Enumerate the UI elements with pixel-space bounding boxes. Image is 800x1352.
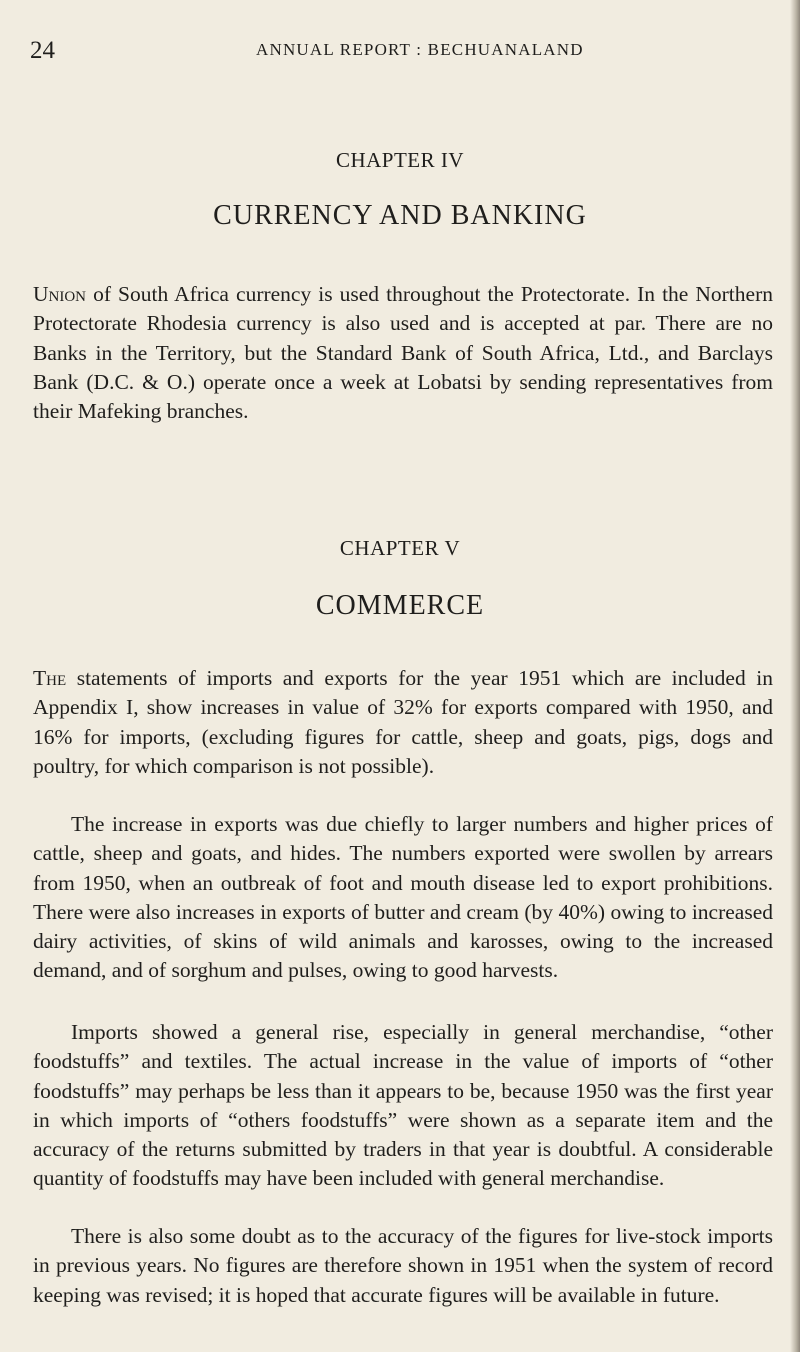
- page-number: 24: [30, 37, 55, 64]
- paragraph-text: of South Africa currency is used throughout the Protectorate. In the Northern Protectorate Rhodesia currency is also used and is accepted at par. There are no Banks in the Territory, but the Standard Bank of South Africa, Ltd., and Barclays Bank (D.C. & O.) operate once a week at Lobatsi by sending representatives from their Mafeking branches.: [33, 282, 773, 424]
- paragraph-lead-word: The: [33, 666, 67, 690]
- paragraph-lead-word: Union: [33, 282, 87, 306]
- page-header: [30, 36, 770, 66]
- chapter-v-paragraph-3: Imports showed a general rise, especially in general merchandise, “other foodstuffs” and textiles. The actual increase in the value of imports of “other foodstuffs” may perhaps be less than it appears to be, because 1950 was the first year in which imports of “others foodstuffs” were shown as a separate item and the accuracy of the returns submitted by traders in that year is doubtful. A considerable quantity of foodstuffs may have been included with general merchandise.: [33, 1020, 773, 1191]
- chapter-v-label: CHAPTER V: [339, 536, 461, 560]
- chapter-iv-title: CURRENCY AND BANKING: [213, 200, 587, 231]
- chapter-v-paragraph-2: The increase in exports was due chiefly to larger numbers and higher prices of cattle, sheep and goats, and hides. The numbers exported were swollen by arrears from 1950, when an outbreak of foot and mouth disease led to export prohibitions. There were also increases in exports of butter and cream (by 40%) owing to increased dairy activities, of skins of wild animals and karosses, owing to the increased demand, and of sorghum and pulses, owing to good harvests.: [33, 812, 773, 983]
- chapter-iv-paragraph-1: [33, 280, 773, 426]
- chapter-v-title: COMMERCE: [315, 590, 485, 621]
- paragraph-text: statements of imports and exports for the year 1951 which are included in Appendix I, show increases in value of 32% for exports compared with 1950, and 16% for imports, (excluding figures for cattle, sheep and goats, pigs, dogs and poultry, for which comparison is not possible).: [33, 666, 773, 778]
- chapter-iv-label: CHAPTER IV: [335, 148, 465, 172]
- running-head: ANNUAL REPORT : BECHUANALAND: [256, 40, 584, 59]
- chapter-v-paragraph-4: There is also some doubt as to the accuracy of the figures for live-stock imports in previous years. No figures are therefore shown in 1951 when the system of record keeping was revised; it is hoped that accurate figures will be available in future.: [33, 1224, 773, 1307]
- chapter-v-paragraph-1: [33, 664, 773, 781]
